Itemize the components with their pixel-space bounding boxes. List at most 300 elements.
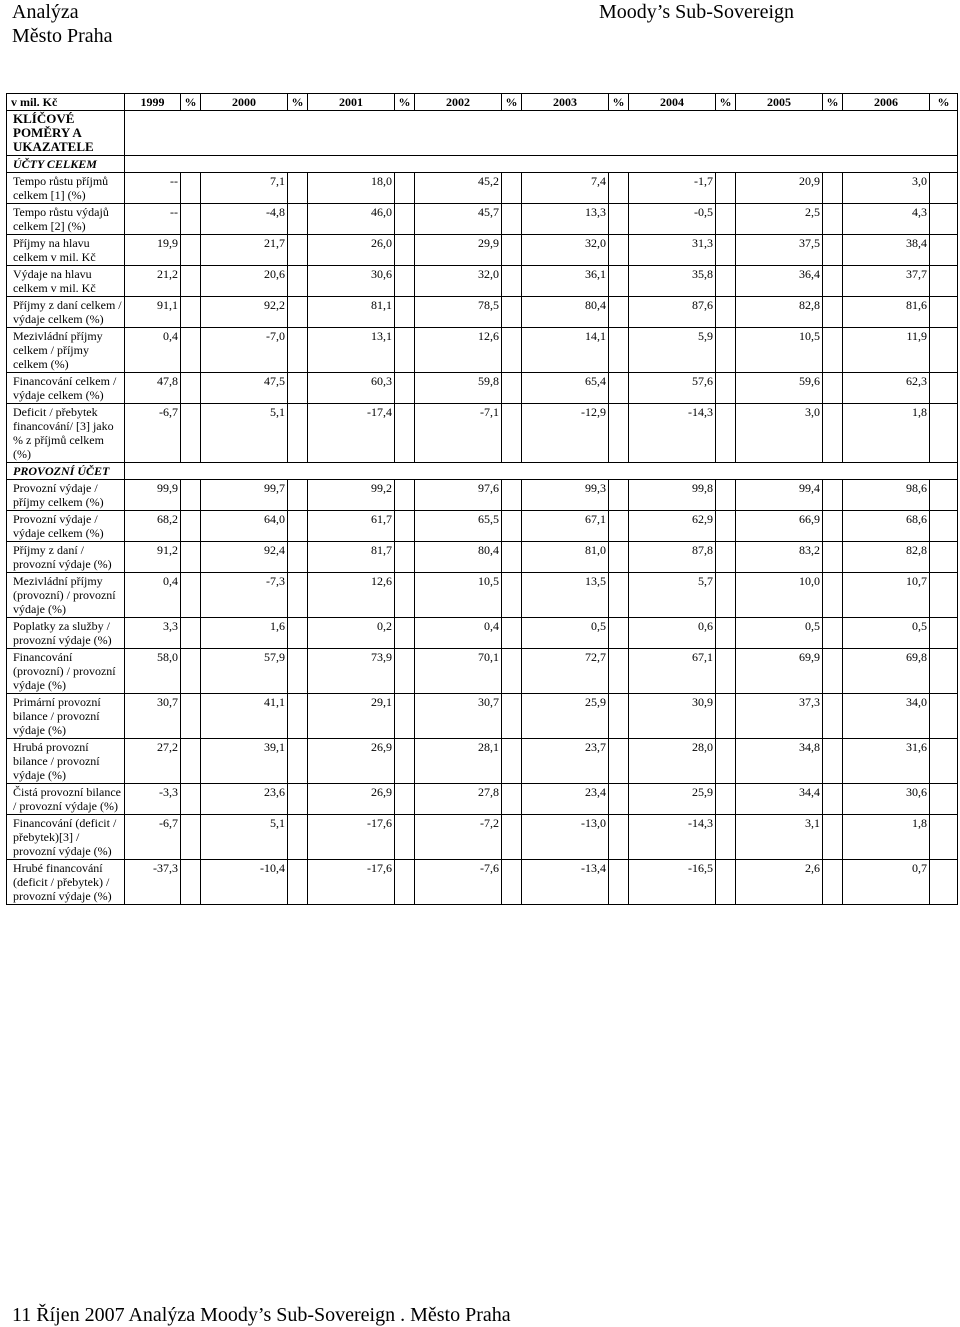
table-row	[7, 649, 958, 694]
percent-cell	[502, 328, 522, 373]
value-cell: 30,6	[843, 784, 930, 815]
percent-cell	[288, 204, 308, 235]
percent-cell	[930, 784, 958, 815]
value-cell: 31,3	[629, 235, 716, 266]
value-cell: 0,6	[629, 618, 716, 649]
value-cell: 62,9	[629, 511, 716, 542]
column-header: 2006	[843, 94, 930, 111]
percent-cell	[609, 815, 629, 860]
table-row	[7, 204, 958, 235]
percent-cell	[288, 328, 308, 373]
value-cell: 80,4	[415, 542, 502, 573]
table-row	[7, 815, 958, 860]
value-cell: 20,6	[201, 266, 288, 297]
value-cell: -17,6	[308, 815, 395, 860]
percent-cell	[395, 204, 415, 235]
value-cell: 26,0	[308, 235, 395, 266]
value-cell: -3,3	[125, 784, 181, 815]
percent-cell	[395, 373, 415, 404]
percent-cell	[395, 404, 415, 463]
value-cell: 21,2	[125, 266, 181, 297]
value-cell: -6,7	[125, 404, 181, 463]
section-title-key-ratios: KLÍČOVÉ POMĚRY A UKAZATELE	[7, 111, 125, 156]
percent-cell	[930, 511, 958, 542]
percent-cell	[288, 404, 308, 463]
column-header: %	[716, 94, 736, 111]
percent-cell	[288, 694, 308, 739]
value-cell: 98,6	[843, 480, 930, 511]
percent-cell	[502, 573, 522, 618]
percent-cell	[823, 694, 843, 739]
percent-cell	[823, 266, 843, 297]
column-header: %	[181, 94, 201, 111]
row-label: Tempo růstu příjmů celkem [1] (%)	[7, 173, 125, 204]
percent-cell	[930, 618, 958, 649]
percent-cell	[609, 618, 629, 649]
percent-cell	[716, 480, 736, 511]
percent-cell	[716, 784, 736, 815]
value-cell: 80,4	[522, 297, 609, 328]
percent-cell	[823, 480, 843, 511]
row-label: Financování (provozní) / provozní výdaje (%)	[7, 649, 125, 694]
value-cell: 34,0	[843, 694, 930, 739]
percent-cell	[288, 173, 308, 204]
percent-cell	[288, 511, 308, 542]
value-cell: 31,6	[843, 739, 930, 784]
value-cell: 0,4	[415, 618, 502, 649]
percent-cell	[395, 235, 415, 266]
value-cell: 13,3	[522, 204, 609, 235]
table-row	[7, 694, 958, 739]
percent-cell	[181, 297, 201, 328]
value-cell: 11,9	[843, 328, 930, 373]
section-title-operating-account: PROVOZNÍ ÚČET	[7, 463, 125, 480]
value-cell: -14,3	[629, 404, 716, 463]
percent-cell	[181, 328, 201, 373]
value-cell: 65,4	[522, 373, 609, 404]
percent-cell	[823, 297, 843, 328]
value-cell: --	[125, 204, 181, 235]
table-row	[7, 480, 958, 511]
percent-cell	[930, 328, 958, 373]
percent-cell	[502, 173, 522, 204]
value-cell: 64,0	[201, 511, 288, 542]
value-cell: 65,5	[415, 511, 502, 542]
value-cell: 13,5	[522, 573, 609, 618]
value-cell: 99,2	[308, 480, 395, 511]
value-cell: 41,1	[201, 694, 288, 739]
value-cell: 32,0	[415, 266, 502, 297]
value-cell: 67,1	[629, 649, 716, 694]
percent-cell	[930, 542, 958, 573]
row-label: Tempo růstu výdajů celkem [2] (%)	[7, 204, 125, 235]
column-header: 2003	[522, 94, 609, 111]
value-cell: 78,5	[415, 297, 502, 328]
percent-cell	[609, 328, 629, 373]
value-cell: 3,0	[736, 404, 823, 463]
value-cell: 1,6	[201, 618, 288, 649]
percent-cell	[716, 860, 736, 905]
value-cell: 58,0	[125, 649, 181, 694]
percent-cell	[823, 618, 843, 649]
percent-cell	[502, 204, 522, 235]
value-cell: 62,3	[843, 373, 930, 404]
value-cell: 2,5	[736, 204, 823, 235]
percent-cell	[609, 511, 629, 542]
percent-cell	[609, 404, 629, 463]
percent-cell	[181, 618, 201, 649]
value-cell: 36,1	[522, 266, 609, 297]
percent-cell	[395, 618, 415, 649]
percent-cell	[288, 815, 308, 860]
percent-cell	[502, 480, 522, 511]
value-cell: 27,8	[415, 784, 502, 815]
percent-cell	[181, 373, 201, 404]
percent-cell	[930, 404, 958, 463]
percent-cell	[502, 297, 522, 328]
percent-cell	[823, 573, 843, 618]
value-cell: 36,4	[736, 266, 823, 297]
percent-cell	[930, 649, 958, 694]
value-cell: 0,5	[736, 618, 823, 649]
value-cell: 69,9	[736, 649, 823, 694]
row-label: Příjmy z daní / provozní výdaje (%)	[7, 542, 125, 573]
percent-cell	[502, 618, 522, 649]
value-cell: 70,1	[415, 649, 502, 694]
percent-cell	[395, 266, 415, 297]
value-cell: 23,6	[201, 784, 288, 815]
value-cell: 82,8	[736, 297, 823, 328]
table-row	[7, 784, 958, 815]
column-header: 2002	[415, 94, 502, 111]
percent-cell	[395, 815, 415, 860]
value-cell: 99,9	[125, 480, 181, 511]
percent-cell	[716, 739, 736, 784]
percent-cell	[181, 784, 201, 815]
value-cell: 67,1	[522, 511, 609, 542]
percent-cell	[823, 373, 843, 404]
percent-cell	[181, 860, 201, 905]
table-row	[7, 542, 958, 573]
table-row	[7, 739, 958, 784]
percent-cell	[395, 860, 415, 905]
percent-cell	[609, 266, 629, 297]
percent-cell	[609, 649, 629, 694]
percent-cell	[930, 266, 958, 297]
column-header: %	[395, 94, 415, 111]
value-cell: 26,9	[308, 739, 395, 784]
percent-cell	[288, 373, 308, 404]
percent-cell	[288, 573, 308, 618]
percent-cell	[181, 694, 201, 739]
row-label: Hrubé financování (deficit / přebytek) / provozní výdaje (%)	[7, 860, 125, 905]
value-cell: 87,6	[629, 297, 716, 328]
column-header: %	[502, 94, 522, 111]
percent-cell	[395, 739, 415, 784]
percent-cell	[823, 860, 843, 905]
percent-cell	[181, 739, 201, 784]
value-cell: 10,7	[843, 573, 930, 618]
value-cell: 10,5	[415, 573, 502, 618]
value-cell: 81,0	[522, 542, 609, 573]
value-cell: 32,0	[522, 235, 609, 266]
value-cell: 0,2	[308, 618, 395, 649]
value-cell: 30,7	[415, 694, 502, 739]
header-report-type: Analýza	[12, 1, 79, 23]
percent-cell	[716, 694, 736, 739]
value-cell: 91,1	[125, 297, 181, 328]
row-label: Hrubá provozní bilance / provozní výdaje (%)	[7, 739, 125, 784]
percent-cell	[395, 784, 415, 815]
value-cell: 97,6	[415, 480, 502, 511]
percent-cell	[930, 173, 958, 204]
table-row	[7, 373, 958, 404]
table-row	[7, 328, 958, 373]
percent-cell	[823, 328, 843, 373]
percent-cell	[716, 297, 736, 328]
percent-cell	[823, 235, 843, 266]
column-header: 2005	[736, 94, 823, 111]
table-row	[7, 511, 958, 542]
row-label: Příjmy z daní celkem / výdaje celkem (%)	[7, 297, 125, 328]
value-cell: 57,9	[201, 649, 288, 694]
value-cell: 59,6	[736, 373, 823, 404]
value-cell: 25,9	[629, 784, 716, 815]
row-label: Mezivládní příjmy celkem / příjmy celkem (%)	[7, 328, 125, 373]
value-cell: 91,2	[125, 542, 181, 573]
value-cell: 66,9	[736, 511, 823, 542]
percent-cell	[716, 266, 736, 297]
value-cell: 23,7	[522, 739, 609, 784]
value-cell: 38,4	[843, 235, 930, 266]
value-cell: 37,7	[843, 266, 930, 297]
percent-cell	[716, 204, 736, 235]
percent-cell	[395, 328, 415, 373]
percent-cell	[930, 815, 958, 860]
column-header: %	[823, 94, 843, 111]
value-cell: 39,1	[201, 739, 288, 784]
value-cell: 30,9	[629, 694, 716, 739]
value-cell: 10,5	[736, 328, 823, 373]
table-row	[7, 404, 958, 463]
percent-cell	[823, 204, 843, 235]
section-title-total-accounts: ÚČTY CELKEM	[7, 156, 125, 173]
percent-cell	[288, 235, 308, 266]
percent-cell	[930, 694, 958, 739]
percent-cell	[502, 694, 522, 739]
table-header-row	[7, 94, 958, 111]
value-cell: 35,8	[629, 266, 716, 297]
value-cell: 1,8	[843, 815, 930, 860]
value-cell: 0,4	[125, 328, 181, 373]
percent-cell	[609, 542, 629, 573]
table-row	[7, 297, 958, 328]
value-cell: 0,7	[843, 860, 930, 905]
percent-cell	[716, 373, 736, 404]
table-row	[7, 573, 958, 618]
percent-cell	[930, 860, 958, 905]
row-label: Čistá provozní bilance / provozní výdaje (%)	[7, 784, 125, 815]
percent-cell	[823, 511, 843, 542]
percent-cell	[181, 573, 201, 618]
percent-cell	[930, 480, 958, 511]
percent-cell	[288, 480, 308, 511]
percent-cell	[288, 542, 308, 573]
value-cell: 37,3	[736, 694, 823, 739]
value-cell: -7,6	[415, 860, 502, 905]
financial-ratios-table	[6, 93, 958, 905]
row-label: Primární provozní bilance / provozní výdaje (%)	[7, 694, 125, 739]
percent-cell	[502, 511, 522, 542]
percent-cell	[502, 784, 522, 815]
percent-cell	[716, 328, 736, 373]
value-cell: 5,1	[201, 404, 288, 463]
percent-cell	[609, 173, 629, 204]
percent-cell	[609, 694, 629, 739]
table-corner-label: v mil. Kč	[7, 94, 125, 111]
percent-cell	[502, 373, 522, 404]
section-row	[7, 111, 958, 156]
percent-cell	[181, 511, 201, 542]
value-cell: 92,4	[201, 542, 288, 573]
percent-cell	[181, 204, 201, 235]
value-cell: 73,9	[308, 649, 395, 694]
value-cell: -12,9	[522, 404, 609, 463]
table-row	[7, 860, 958, 905]
value-cell: 14,1	[522, 328, 609, 373]
percent-cell	[502, 404, 522, 463]
value-cell: -6,7	[125, 815, 181, 860]
header-publisher: Moody’s Sub-Sovereign	[599, 1, 794, 23]
value-cell: -0,5	[629, 204, 716, 235]
percent-cell	[823, 815, 843, 860]
percent-cell	[502, 542, 522, 573]
percent-cell	[609, 480, 629, 511]
percent-cell	[181, 815, 201, 860]
value-cell: -37,3	[125, 860, 181, 905]
value-cell: -17,4	[308, 404, 395, 463]
value-cell: 18,0	[308, 173, 395, 204]
percent-cell	[609, 297, 629, 328]
value-cell: 61,7	[308, 511, 395, 542]
percent-cell	[823, 404, 843, 463]
page-footer: 11 Říjen 2007 Analýza Moody’s Sub-Sovereign . Město Praha	[12, 1304, 511, 1326]
value-cell: 68,2	[125, 511, 181, 542]
column-header: 2004	[629, 94, 716, 111]
value-cell: 7,4	[522, 173, 609, 204]
value-cell: 45,7	[415, 204, 502, 235]
value-cell: 81,1	[308, 297, 395, 328]
value-cell: 29,9	[415, 235, 502, 266]
percent-cell	[823, 542, 843, 573]
value-cell: 59,8	[415, 373, 502, 404]
percent-cell	[181, 173, 201, 204]
percent-cell	[609, 573, 629, 618]
column-header: 2000	[201, 94, 288, 111]
row-label: Provozní výdaje / příjmy celkem (%)	[7, 480, 125, 511]
value-cell: -7,1	[415, 404, 502, 463]
value-cell: -7,3	[201, 573, 288, 618]
percent-cell	[716, 235, 736, 266]
column-header: %	[609, 94, 629, 111]
value-cell: 21,7	[201, 235, 288, 266]
value-cell: 19,9	[125, 235, 181, 266]
value-cell: 0,5	[522, 618, 609, 649]
value-cell: 25,9	[522, 694, 609, 739]
row-label: Financování (deficit / přebytek)[3] / provozní výdaje (%)	[7, 815, 125, 860]
column-header: %	[288, 94, 308, 111]
value-cell: 68,6	[843, 511, 930, 542]
percent-cell	[930, 739, 958, 784]
value-cell: 47,5	[201, 373, 288, 404]
percent-cell	[502, 860, 522, 905]
percent-cell	[395, 297, 415, 328]
value-cell: -13,4	[522, 860, 609, 905]
percent-cell	[609, 235, 629, 266]
value-cell: -10,4	[201, 860, 288, 905]
value-cell: 13,1	[308, 328, 395, 373]
value-cell: -7,2	[415, 815, 502, 860]
column-header: 2001	[308, 94, 395, 111]
value-cell: 30,7	[125, 694, 181, 739]
percent-cell	[716, 573, 736, 618]
percent-cell	[609, 860, 629, 905]
row-label: Výdaje na hlavu celkem v mil. Kč	[7, 266, 125, 297]
value-cell: 1,8	[843, 404, 930, 463]
value-cell: 28,1	[415, 739, 502, 784]
value-cell: 23,4	[522, 784, 609, 815]
percent-cell	[716, 511, 736, 542]
percent-cell	[716, 404, 736, 463]
value-cell: 46,0	[308, 204, 395, 235]
percent-cell	[930, 373, 958, 404]
value-cell: 99,7	[201, 480, 288, 511]
value-cell: 45,2	[415, 173, 502, 204]
percent-cell	[502, 266, 522, 297]
value-cell: 81,7	[308, 542, 395, 573]
percent-cell	[181, 266, 201, 297]
value-cell: 87,8	[629, 542, 716, 573]
value-cell: 3,0	[843, 173, 930, 204]
section-row	[7, 156, 958, 173]
percent-cell	[288, 297, 308, 328]
percent-cell	[395, 542, 415, 573]
percent-cell	[395, 649, 415, 694]
percent-cell	[395, 511, 415, 542]
value-cell: 3,3	[125, 618, 181, 649]
value-cell: 81,6	[843, 297, 930, 328]
percent-cell	[395, 694, 415, 739]
table-row	[7, 266, 958, 297]
value-cell: 20,9	[736, 173, 823, 204]
percent-cell	[502, 649, 522, 694]
table-row	[7, 618, 958, 649]
value-cell: 83,2	[736, 542, 823, 573]
value-cell: 12,6	[308, 573, 395, 618]
value-cell: 5,9	[629, 328, 716, 373]
value-cell: 5,1	[201, 815, 288, 860]
percent-cell	[181, 542, 201, 573]
value-cell: 0,4	[125, 573, 181, 618]
percent-cell	[288, 860, 308, 905]
table-row	[7, 235, 958, 266]
percent-cell	[716, 649, 736, 694]
percent-cell	[823, 173, 843, 204]
value-cell: -4,8	[201, 204, 288, 235]
value-cell: 7,1	[201, 173, 288, 204]
value-cell: 5,7	[629, 573, 716, 618]
header-entity-name: Město Praha	[12, 25, 113, 47]
